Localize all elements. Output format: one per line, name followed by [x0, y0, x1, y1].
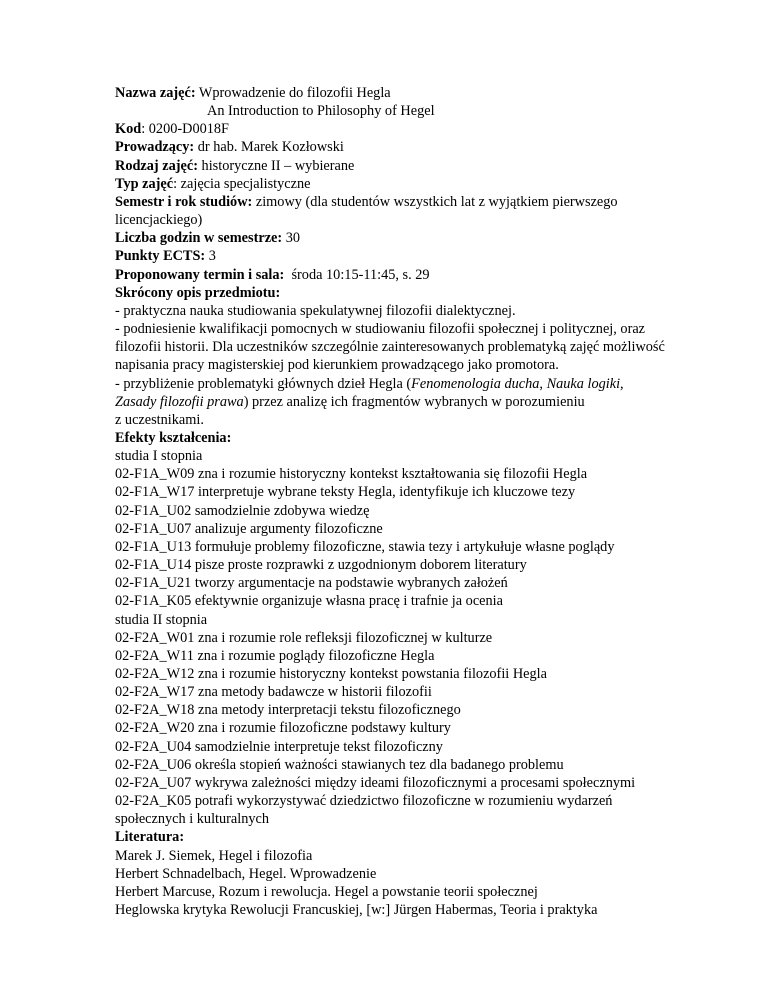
outcome-item: 02-F2A_W01 zna i rozumie role refleksji filozoficznej w kulturze	[115, 629, 493, 646]
ects-label: Punkty ECTS:	[115, 248, 206, 265]
outcome-item: 02-F2A_U07 wykrywa zależności między ideami filozoficznymi a procesami społecznymi	[115, 774, 636, 791]
outcomes-heading: Efekty kształcenia:	[115, 429, 232, 446]
course-syllabus-document	[115, 84, 675, 919]
description-item-3	[115, 375, 675, 429]
literature-item: Marek J. Siemek, Hegel i filozofia	[115, 847, 313, 864]
outcome-item: 02-F1A_U21 tworzy argumentacje na podstawie wybranych założeń	[115, 575, 508, 592]
course-code-value: : 0200-D0018F	[141, 121, 230, 138]
outcome-item: 02-F1A_W17 interpretuje wybrane teksty Hegla, identyfikuje ich kluczowe tezy	[115, 484, 576, 501]
course-kind-row	[115, 157, 675, 175]
description-item-3-end: z uczestnikami.	[115, 411, 204, 428]
course-type-row	[115, 175, 675, 193]
course-name-pl: Wprowadzenie do filozofii Hegla	[198, 85, 391, 101]
outcome-item: 02-F2A_W17 zna metody badawcze w historii filozofii	[115, 684, 432, 701]
ects-value: 3	[208, 248, 216, 265]
course-kind-value: historyczne II – wybierane	[201, 157, 355, 174]
work-title-phenomenology: Fenomenologia ducha	[411, 375, 540, 392]
work-separator: ,	[539, 375, 547, 392]
description-item-2: - podniesienie kwalifikacji pomocnych w studiowaniu filozofii społecznej i politycznej, oraz filozofii historii. Dla uczestników szczególnie zainteresowanych problematyką zajęć możliwość napisania pracy magisterskiej pod kierunkiem prowadzącego jako promotora.	[115, 321, 665, 374]
literature-item: Heglowska krytyka Rewolucji Francuskiej, [w:] Jürgen Habermas, Teoria i praktyka	[115, 902, 598, 919]
hours-label: Liczba godzin w semestrze:	[115, 230, 283, 247]
literature-heading: Literatura:	[115, 829, 185, 846]
work-separator: ,	[620, 375, 624, 392]
description-item-3-body: ) przez analizę ich fragmentów wybranych w porozumieniu	[243, 393, 585, 410]
outcome-item: 02-F2A_K05 potrafi wykorzystywać dziedzictwo filozoficzne w rozumieniu wydarzeń społecznych i kulturalnych	[115, 793, 613, 828]
work-title-logic: Nauka logiki	[546, 375, 621, 392]
ects-row	[115, 247, 675, 265]
outcomes-level1-label: studia I stopnia	[115, 448, 203, 465]
course-name-row	[115, 84, 675, 102]
course-type-label: Typ zajęć	[115, 175, 174, 192]
work-title-philosophy-of-right: Zasady filozofii prawa	[115, 393, 244, 410]
semester-value: zimowy (dla studentów wszystkich lat z wyjątkiem pierwszego licencjackiego)	[115, 193, 618, 229]
hours-value: 30	[285, 230, 301, 247]
course-type-value: : zajęcia specjalistyczne	[173, 175, 311, 192]
outcome-item: 02-F1A_W09 zna i rozumie historyczny kontekst kształtowania się filozofii Hegla	[115, 466, 588, 483]
literature-item: Herbert Marcuse, Rozum i rewolucja. Hegel a powstanie teorii społecznej	[115, 883, 538, 900]
outcome-item: 02-F1A_K05 efektywnie organizuje własna pracę i trafnie ja ocenia	[115, 593, 503, 610]
outcome-item: 02-F2A_U04 samodzielnie interpretuje tekst filozoficzny	[115, 738, 443, 755]
course-name-label: Nazwa zajęć:	[115, 85, 196, 101]
outcome-item: 02-F2A_W18 zna metody interpretacji tekstu filozoficznego	[115, 702, 461, 719]
course-code-row	[115, 120, 675, 138]
term-value: środa 10:15-11:45, s. 29	[291, 266, 430, 283]
outcomes-level1-list	[115, 465, 675, 610]
outcome-item: 02-F2A_W20 zna i rozumie filozoficzne podstawy kultury	[115, 720, 451, 737]
lecturer-label: Prowadzący:	[115, 139, 195, 156]
semester-row	[115, 193, 675, 229]
course-name-en-row	[115, 102, 675, 120]
outcome-item: 02-F2A_U06 określa stopień ważności stawianych tez dla badanego problemu	[115, 756, 564, 773]
description-item-1: - praktyczna nauka studiowania spekulatywnej filozofii dialektycznej.	[115, 302, 516, 319]
term-label: Proponowany termin i sala:	[115, 266, 285, 283]
description-heading: Skrócony opis przedmiotu:	[115, 284, 281, 301]
literature-item: Herbert Schnadelbach, Hegel. Wprowadzenie	[115, 865, 377, 882]
course-name-en: An Introduction to Philosophy of Hegel	[207, 103, 435, 120]
hours-row	[115, 229, 675, 247]
outcome-item: 02-F1A_U14 pisze proste rozprawki z uzgodnionym doborem literatury	[115, 557, 527, 574]
course-kind-label: Rodzaj zajęć:	[115, 157, 198, 174]
literature-list	[115, 847, 675, 920]
semester-label: Semestr i rok studiów:	[115, 193, 253, 210]
outcome-item: 02-F1A_U07 analizuje argumenty filozoficzne	[115, 520, 383, 537]
description-item-3-intro: - przybliżenie problematyki głównych dzieł Hegla (	[115, 375, 412, 392]
outcome-item: 02-F1A_U13 formułuje problemy filozoficzne, stawia tezy i artykułuje własne poglądy	[115, 538, 615, 555]
outcome-item: 02-F1A_U02 samodzielnie zdobywa wiedzę	[115, 502, 370, 519]
lecturer-row	[115, 138, 675, 156]
lecturer-value: dr hab. Marek Kozłowski	[197, 139, 344, 156]
course-code-label: Kod	[115, 121, 142, 138]
term-row	[115, 266, 675, 284]
outcome-item: 02-F2A_W11 zna i rozumie poglądy filozoficzne Hegla	[115, 647, 435, 664]
outcome-item: 02-F2A_W12 zna i rozumie historyczny kontekst powstania filozofii Hegla	[115, 666, 547, 682]
outcomes-level2-label: studia II stopnia	[115, 611, 208, 628]
outcomes-level2-list	[115, 629, 675, 829]
